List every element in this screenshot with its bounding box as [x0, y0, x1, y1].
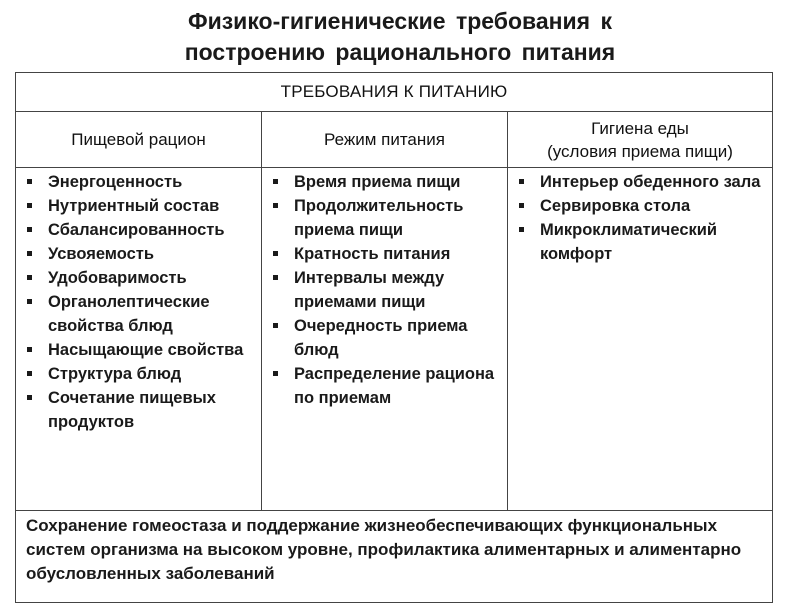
list-item: Насыщающие свойства: [20, 338, 257, 362]
list-item: Продолжительность приема пищи: [266, 194, 503, 242]
column-header-hygiene-line-2: (условия приема пищи): [547, 141, 733, 161]
list-item: Энергоценность: [20, 170, 257, 194]
title-line-2: построению рационального питания: [184, 39, 616, 65]
column-header-regime: Режим питания: [262, 112, 508, 168]
list-item: Очередность приема блюд: [266, 314, 503, 362]
list-item: Распределение рациона по приемам: [266, 362, 503, 410]
column-header-hygiene-line-1: Гигиена еды: [591, 118, 689, 138]
column-header-row: [16, 112, 773, 168]
diet-list: [20, 170, 257, 434]
list-item: Удобоваримость: [20, 266, 257, 290]
list-item: Интервалы между приемами пищи: [266, 266, 503, 314]
column-header-diet: Пищевой рацион: [16, 112, 262, 168]
list-item: Структура блюд: [20, 362, 257, 386]
list-item: Сбалансированность: [20, 218, 257, 242]
list-item: Сервировка стола: [512, 194, 768, 218]
hygiene-list: [512, 170, 768, 266]
regime-cell: [262, 168, 508, 511]
list-item: Органолептические свойства блюд: [20, 290, 257, 338]
table-header-row: [16, 73, 773, 112]
diet-cell: [16, 168, 262, 511]
list-item: Интерьер обеденного зала: [512, 170, 768, 194]
list-item: Микроклиматический комфорт: [512, 218, 768, 266]
title-line-1: Физико-гигиенические требования к: [187, 8, 613, 34]
footer-row: [16, 511, 773, 603]
hygiene-cell: [508, 168, 773, 511]
list-item: Усвояемость: [20, 242, 257, 266]
table-footer: Сохранение гомеостаза и поддержание жизнеобеспечивающих функциональных систем организма на высоком уровне, профилактика алиментарных и алиментарно обусловленных заболеваний: [16, 511, 773, 603]
list-item: Время приема пищи: [266, 170, 503, 194]
list-item: Кратность питания: [266, 242, 503, 266]
page-title: [0, 6, 800, 68]
table-header: ТРЕБОВАНИЯ К ПИТАНИЮ: [16, 73, 773, 112]
regime-list: [266, 170, 503, 410]
column-header-hygiene: [508, 112, 773, 168]
items-row: [16, 168, 773, 511]
list-item: Сочетание пищевых продуктов: [20, 386, 257, 434]
list-item: Нутриентный состав: [20, 194, 257, 218]
requirements-table: [15, 72, 773, 603]
